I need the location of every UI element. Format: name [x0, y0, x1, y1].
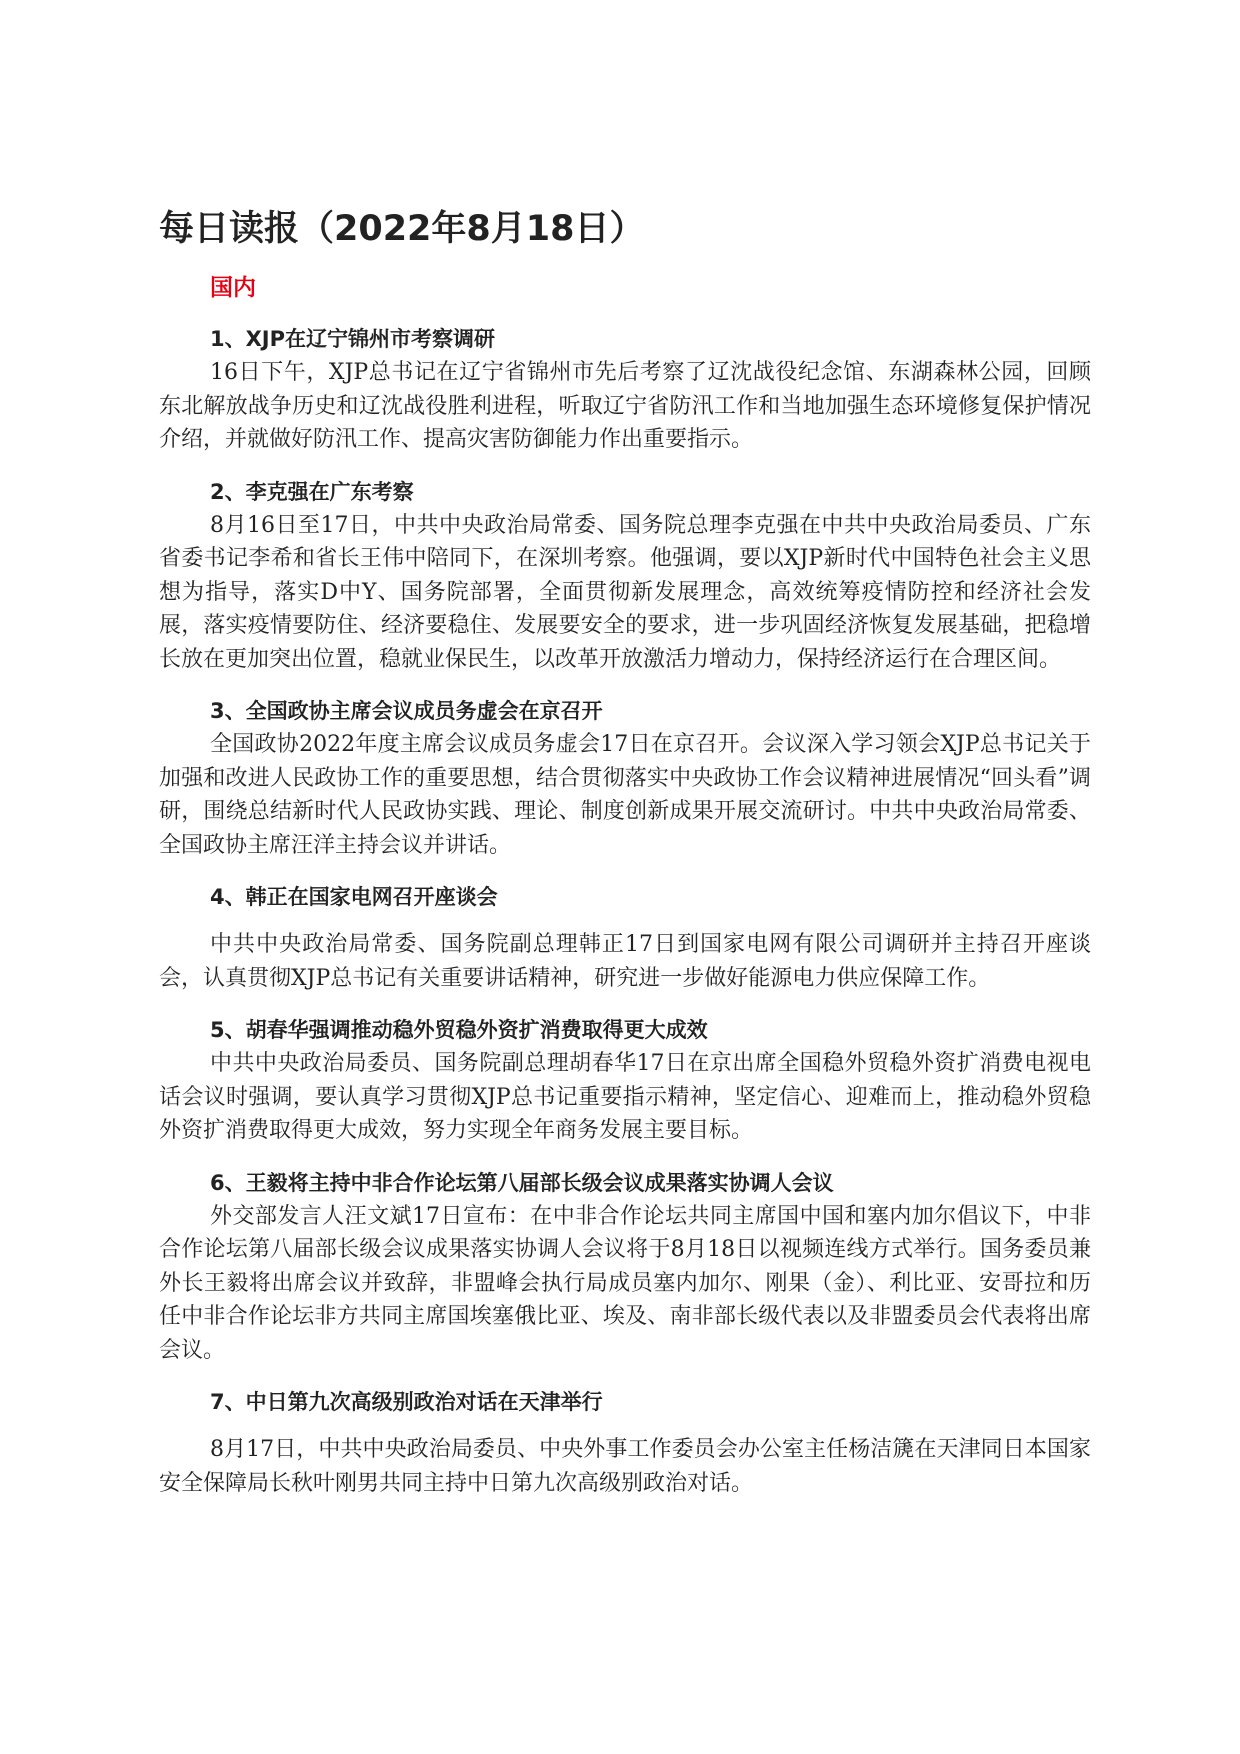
- section-heading-domestic: 国内: [210, 275, 256, 301]
- article-heading: 3、全国政协主席会议成员务虚会在京召开: [210, 699, 603, 723]
- article-body: 中共中央政治局常委、国务院副总理韩正17日到国家电网有限公司调研并主持召开座谈会，认真贯彻XJP总书记有关重要讲话精神，研究进一步做好能源电力供应保障工作。: [159, 932, 1091, 991]
- article-body: 8月17日，中共中央政治局委员、中央外事工作委员会办公室主任杨洁篪在天津同日本国家安全保障局长秋叶刚男共同主持中日第九次高级别政治对话。: [159, 1437, 1091, 1496]
- article-heading: 5、胡春华强调推动稳外贸稳外资扩消费取得更大成效: [210, 1018, 708, 1042]
- article-body: 16日下午，XJP总书记在辽宁省锦州市先后考察了辽沈战役纪念馆、东湖森林公园，回顾东北解放战争历史和辽沈战役胜利进程，听取辽宁省防汛工作和当地加强生态环境修复保护情况介绍，并就做好防汛工作、提高灾害防御能力作出重要指示。: [159, 360, 1091, 452]
- article-heading: 2、李克强在广东考察: [210, 479, 414, 504]
- article-5: [159, 1013, 1091, 1148]
- article-list: [159, 322, 1091, 1500]
- article-heading: 1、XJP在辽宁锦州市考察调研: [210, 327, 496, 351]
- article-body: 外交部发言人汪文斌17日宣布：在中非合作论坛共同主席国中国和塞内加尔倡议下，中非合作论坛第八届部长级会议成果落实协调人会议将于8月18日以视频连线方式举行。国务委员兼外长王毅将出席会议并致辞，非盟峰会执行局成员塞内加尔、刚果（金）、利比亚、安哥拉和历任中非合作论坛非方共同主席国埃塞俄比亚、埃及、南非部长级代表以及非盟委员会代表将出席会议。: [159, 1203, 1091, 1363]
- article-1: [159, 322, 1091, 457]
- article-body: 中共中央政治局委员、国务院副总理胡春华17日在京出席全国稳外贸稳外资扩消费电视电话会议时强调，要认真学习贯彻XJP总书记重要指示精神，坚定信心、迎难而上，推动稳外贸稳外资扩消费取得更大成效，努力实现全年商务发展主要目标。: [159, 1051, 1091, 1143]
- article-heading: 7、中日第九次高级别政治对话在天津举行: [210, 1390, 603, 1414]
- article-heading: 6、王毅将主持中非合作论坛第八届部长级会议成果落实协调人会议: [210, 1170, 834, 1195]
- page-title: 每日读报（2022年8月18日）: [159, 209, 645, 249]
- article-4: [159, 880, 1091, 995]
- article-body: 8月16日至17日，中共中央政治局常委、国务院总理李克强在中共中央政治局委员、广东省委书记李希和省长王伟中陪同下，在深圳考察。他强调，要以XJP新时代中国特色社会主义思想为指导，落实D中Y、国务院部署，全面贯彻新发展理念，高效统筹疫情防控和经济社会发展，落实疫情要防住、经济要稳住、发展要安全的要求，进一步巩固经济恢复发展基础，把稳增长放在更加突出位置，稳就业保民生，以改革开放激活力增动力，保持经济运行在合理区间。: [159, 512, 1091, 672]
- article-7: [159, 1385, 1091, 1500]
- article-6: [159, 1166, 1091, 1368]
- article-body: 全国政协2022年度主席会议成员务虚会17日在京召开。会议深入学习领会XJP总书记关于加强和改进人民政协工作的重要思想，结合贯彻落实中央政协工作会议精神进展情况“回头看”调研，围绕总结新时代人民政协实践、理论、制度创新成果开展交流研讨。中共中央政治局常委、全国政协主席汪洋主持会议并讲话。: [159, 732, 1091, 858]
- article-3: [159, 694, 1091, 862]
- article-heading: 4、韩正在国家电网召开座谈会: [210, 885, 498, 909]
- article-2: [159, 475, 1091, 677]
